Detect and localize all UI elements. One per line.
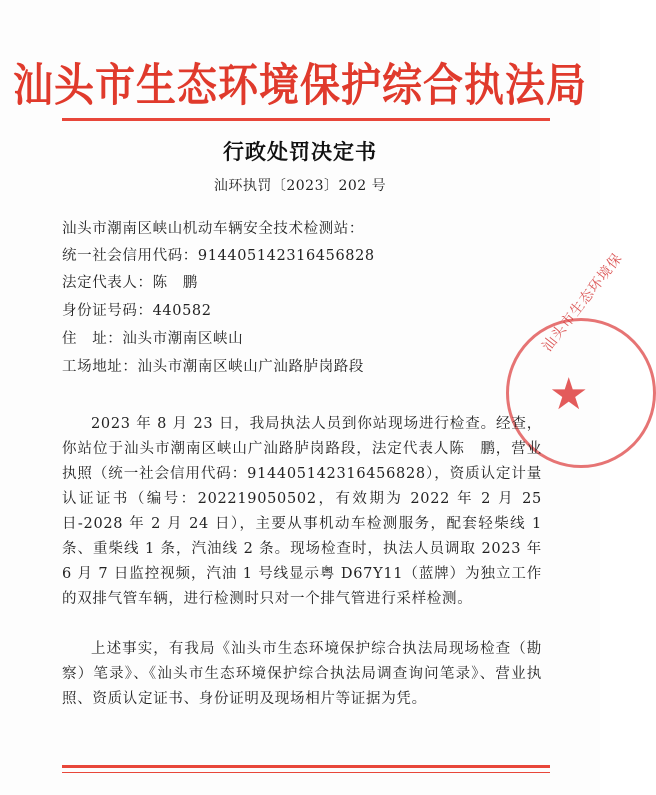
address-value: 汕头市潮南区峡山 <box>122 331 244 347</box>
body-paragraph-evidence: 上述事实，有我局《汕头市生态环境保护综合执法局现场检查（勘察）笔录》、《汕头市生态环境保护综合执法局调查询问笔录》、营业执照、资质认定证书、身份证明及现场相片等证据为凭。 <box>62 641 542 707</box>
seal-text: 汕头市生态环境保 <box>539 250 626 355</box>
legal-rep-name: 陈 鹏 <box>152 275 198 291</box>
credit-code-value: 914405142316456828 <box>197 248 375 264</box>
legal-rep-label: 法定代表人： <box>62 275 153 291</box>
id-number-label: 身份证号码： <box>62 303 153 319</box>
legal-rep-row <box>62 273 198 293</box>
address-label: 住 址： <box>62 331 123 347</box>
party-name: 汕头市潮南区峡山机动车辆安全技术检测站： <box>62 221 364 237</box>
site-address-value: 汕头市潮南区峡山广汕路胪岗路段 <box>137 359 364 375</box>
site-address-row <box>62 357 364 377</box>
footer-rule-thick <box>62 765 550 768</box>
body-paragraph-facts: 2023 年 8 月 23 日，我局执法人员到你站现场进行检查。经查，你站位于汕头市潮南区峡山广汕路胪岗路段，法定代表人陈 鹏，营业执照（统一社会信用代码：914405142316456828），资质认定计量认证证书（编号：202219050502，有效期为 2022 年 2 月 25 日-2028 年 2 月 24 日），主要从事机动车检测服务，配套轻柴线 1 条、重柴线 1 条，汽油线 2 条。现场检查时，执法人员调取 2023 年 6 月 7 日监控视频，汽油 1 号线显示粤 D67Y11（蓝牌）为独立工作的双排气管车辆，进行检测时只对一个排气管进行采样检测。 <box>62 416 542 607</box>
star-icon: ★ <box>549 369 589 420</box>
letterhead-rule-top <box>62 118 550 121</box>
id-number-value: 440582 <box>152 303 212 319</box>
document-number: 汕环执罚〔2023〕202 号 <box>213 178 387 194</box>
letterhead-org-name: 汕头市生态环境保护综合执法局 <box>13 59 587 112</box>
footer-rule-thin <box>62 772 550 773</box>
credit-code-label: 统一社会信用代码： <box>62 248 198 264</box>
credit-code-row <box>62 246 375 266</box>
address-row <box>62 329 243 349</box>
document-title: 行政处罚决定书 <box>223 140 377 164</box>
site-address-label: 工场地址： <box>62 359 138 375</box>
id-number-row <box>62 301 212 321</box>
